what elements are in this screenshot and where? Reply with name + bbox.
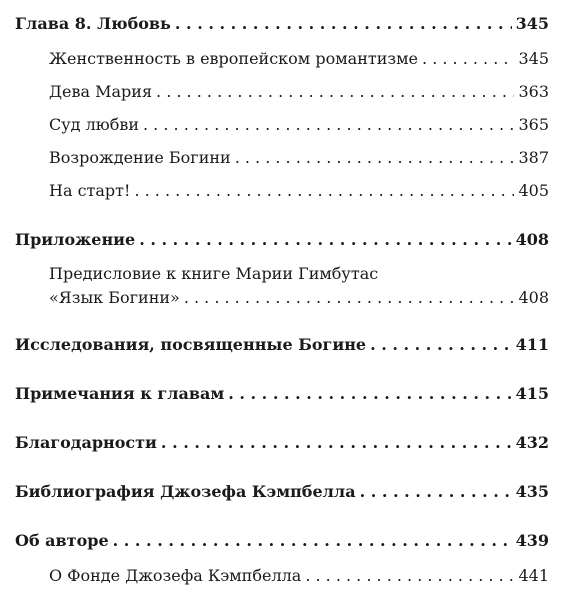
toc-entry-goddess-revival[interactable]	[49, 148, 549, 167]
toc-entry-goddess-studies[interactable]	[15, 335, 549, 354]
toc-entry-page: 435	[515, 482, 549, 501]
dot-leader	[305, 566, 514, 585]
toc-entry-page: 408	[518, 288, 549, 307]
toc-entry-chapter-8[interactable]	[15, 14, 549, 33]
toc-entry-title: Женственность в европейском романтизме	[49, 49, 419, 68]
dot-leader	[422, 49, 514, 68]
toc-entry-appendix[interactable]	[15, 230, 549, 249]
toc-entry-on-your-mark[interactable]	[49, 181, 549, 200]
toc-entry-about-author[interactable]	[15, 531, 549, 550]
toc-entry-page: 345	[518, 49, 549, 68]
dot-leader	[156, 82, 514, 101]
toc-entry-preface-line1: Предисловие к книге Марии Гимбутас	[49, 264, 379, 283]
dot-leader	[228, 384, 511, 403]
toc-entry-title: «Язык Богини»	[49, 288, 180, 307]
toc-entry-page: 405	[518, 181, 549, 200]
toc-entry-title: Благодарности	[15, 433, 157, 452]
toc-entry-chapter-notes[interactable]	[15, 384, 549, 403]
toc-entry-title: Суд любви	[49, 115, 139, 134]
toc-entry-title: Примечания к главам	[15, 384, 225, 403]
dot-leader	[143, 115, 514, 134]
toc-entry-page: 363	[518, 82, 549, 101]
toc-entry-court-of-love[interactable]	[49, 115, 549, 134]
dot-leader	[113, 531, 512, 550]
toc-entry-title: Дева Мария	[49, 82, 153, 101]
toc-entry-page: 387	[518, 148, 549, 167]
dot-leader	[175, 14, 512, 33]
toc-entry-page: 439	[515, 531, 549, 550]
dot-leader	[235, 148, 515, 167]
toc-entry-title: Приложение	[15, 230, 136, 249]
dot-leader	[161, 433, 512, 452]
toc-entry-acknowledgments[interactable]	[15, 433, 549, 452]
toc-entry-romanticism[interactable]	[49, 49, 549, 68]
toc-entry-title: О Фонде Джозефа Кэмпбелла	[49, 566, 302, 585]
toc-entry-page: 411	[515, 335, 549, 354]
toc-entry-bibliography[interactable]	[15, 482, 549, 501]
toc-entry-campbell-foundation[interactable]	[49, 566, 549, 585]
toc-entry-title: На старт!	[49, 181, 131, 200]
dot-leader	[360, 482, 512, 501]
toc-entry-title: Библиография Джозефа Кэмпбелла	[15, 482, 356, 501]
toc-entry-page: 408	[515, 230, 549, 249]
toc-entry-title: Возрождение Богини	[49, 148, 231, 167]
toc-entry-page: 432	[515, 433, 549, 452]
toc-entry-preface[interactable]	[49, 288, 549, 307]
toc-entry-page: 441	[518, 566, 549, 585]
toc-entry-page: 415	[515, 384, 549, 403]
dot-leader	[370, 335, 512, 354]
toc-entry-virgin-mary[interactable]	[49, 82, 549, 101]
dot-leader	[139, 230, 511, 249]
dot-leader	[184, 288, 515, 307]
toc-entry-title: Исследования, посвященные Богине	[15, 335, 367, 354]
toc-entry-title: Глава 8. Любовь	[15, 14, 171, 33]
toc-entry-title: Об авторе	[15, 531, 109, 550]
toc-entry-page: 365	[518, 115, 549, 134]
toc-entry-page: 345	[515, 14, 549, 33]
dot-leader	[134, 181, 514, 200]
